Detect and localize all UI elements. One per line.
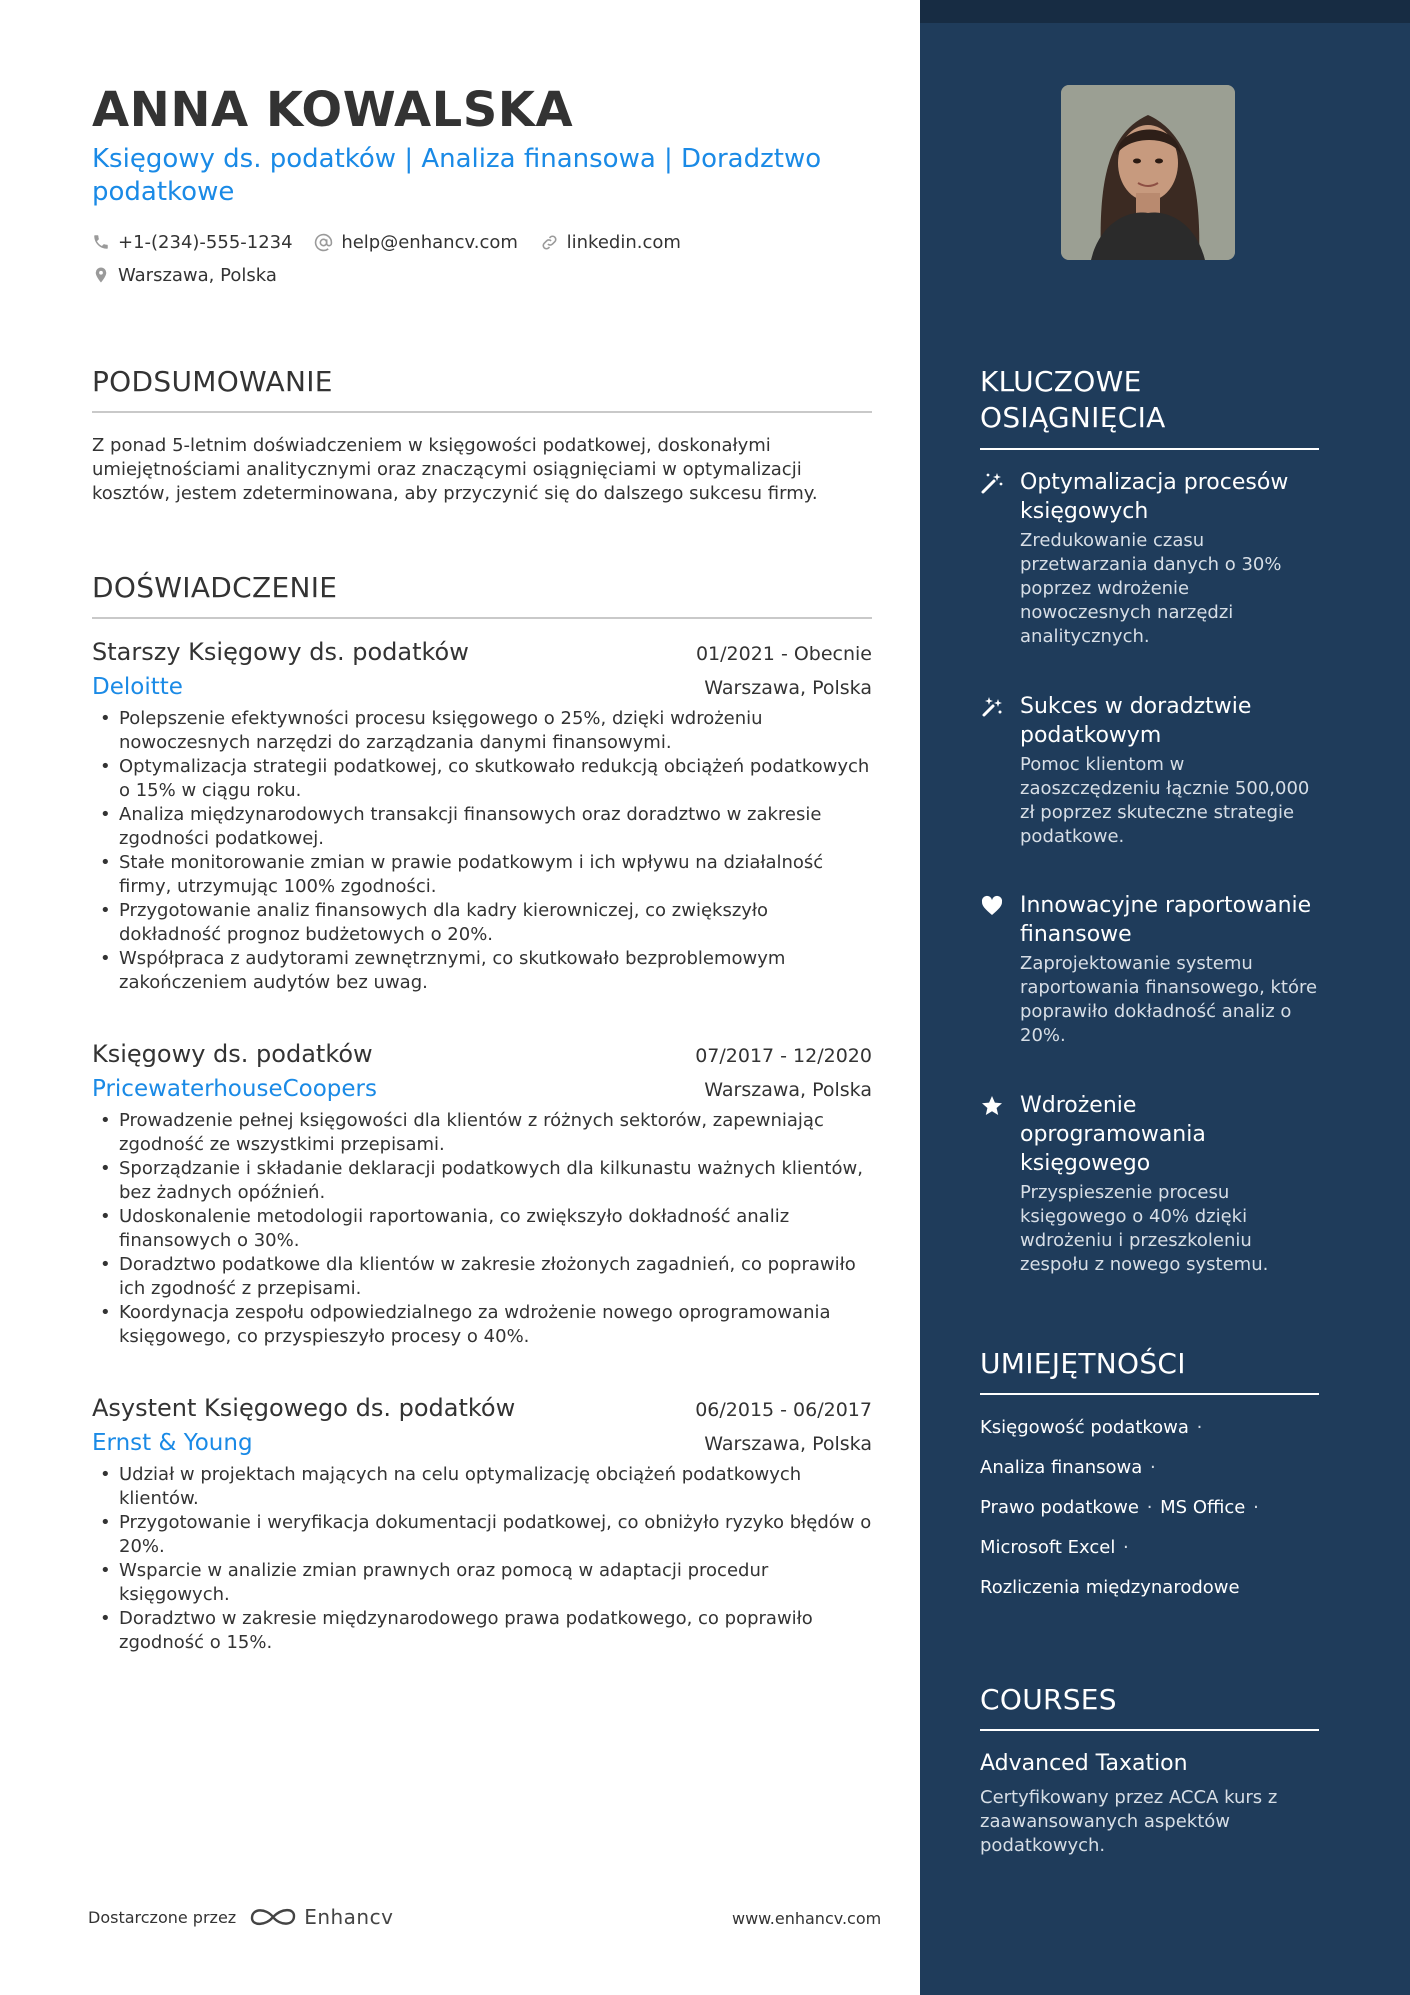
at-sign-icon: [314, 233, 333, 252]
contact-linkedin[interactable]: [540, 229, 681, 255]
job-dates: 06/2015 - 06/2017: [695, 1399, 872, 1421]
course-desc: Certyfikowany przez ACCA kurs z zaawansowanych aspektów podatkowych.: [980, 1787, 1278, 1856]
job-bullet: • Wsparcie w analizie zmian prawnych oraz pomocą w adaptacji procedur księgowych.: [92, 1559, 872, 1607]
heart-icon: [980, 894, 1004, 918]
skill-item: Microsoft Excel: [980, 1537, 1116, 1558]
skill-item: Prawo podatkowe: [980, 1497, 1139, 1518]
summary-heading: PODSUMOWANIE: [92, 365, 333, 398]
contact-location: [92, 262, 277, 288]
job-bullet: • Analiza międzynarodowych transakcji finansowych oraz doradztwo w zakresie zgodności podatkowej.: [92, 803, 872, 851]
job-dates: 07/2017 - 12/2020: [695, 1045, 872, 1067]
job-bullet: • Udoskonalenie metodologii raportowania, co zwiększyło dokładność analiz finansowych o 30%.: [92, 1205, 872, 1253]
achievements-heading: KLUCZOWE OSIĄGNIĘCIA: [980, 365, 1166, 434]
job-bullet: • Udział w projektach mających na celu optymalizację obciążeń podatkowych klientów.: [92, 1463, 872, 1511]
company-name[interactable]: Ernst & Young: [92, 1430, 253, 1456]
star-icon: [980, 1094, 1004, 1118]
achievement-item: [980, 1091, 1320, 1277]
footer-credit: [88, 1904, 393, 1930]
job-location: Warszawa, Polska: [704, 1433, 872, 1455]
job-dates: 01/2021 - Obecnie: [695, 643, 872, 665]
profile-photo: [1061, 85, 1235, 260]
job-bullet: • Polepszenie efektywności procesu księgowego o 25%, dzięki wdrożeniu nowoczesnych narzędzi do zarządzania danymi finansowymi.: [92, 707, 872, 755]
achievement-item: [980, 891, 1320, 1048]
job-bullet: • Koordynacja zespołu odpowiedzialnego za wdrożenie nowego oprogramowania księgowego, co przyspieszyło procesy o 40%.: [92, 1301, 872, 1349]
location-pin-icon: [92, 265, 110, 285]
skills-divider: [980, 1393, 1319, 1395]
job-bullet: • Współpraca z audytorami zewnętrznymi, co skutkowało bezproblemowym zakończeniem audytów bez uwag.: [92, 947, 872, 995]
candidate-title: Księgowy ds. podatków | Analiza finansowa | Doradztwo podatkowe: [92, 144, 822, 207]
job-entry: [92, 638, 872, 995]
candidate-name: ANNA KOWALSKA: [92, 82, 574, 138]
achievement-title: Wdrożenie oprogramowania księgowego: [1020, 1093, 1206, 1176]
job-bullets: [92, 1463, 872, 1655]
sparkle-wand-icon: [980, 695, 1004, 719]
summary-divider: [92, 411, 872, 413]
job-entry: [92, 1394, 872, 1655]
job-bullet: • Optymalizacja strategii podatkowej, co skutkowało redukcją obciążeń podatkowych o 15% w ciągu roku.: [92, 755, 872, 803]
skill-item: Rozliczenia międzynarodowe: [980, 1577, 1240, 1598]
job-bullet: • Sporządzanie i składanie deklaracji podatkowych dla kilkunastu ważnych klientów, bez żadnych opóźnień.: [92, 1157, 872, 1205]
job-title: Księgowy ds. podatków: [92, 1040, 373, 1068]
job-bullets: [92, 707, 872, 995]
phone-icon: [92, 233, 110, 251]
phone-text: +1-(234)-555-1234: [118, 231, 293, 253]
location-text: Warszawa, Polska: [118, 264, 277, 286]
job-title: Asystent Księgowego ds. podatków: [92, 1394, 516, 1422]
skills-list: Księgowość podatkowa · Analiza finansowa · Prawo podatkowe · MS Office · Microsoft Excel · Rozliczenia międzynarodowe: [980, 1417, 1259, 1598]
contact-email[interactable]: [314, 229, 518, 255]
magic-wand-icon: [980, 471, 1004, 495]
achievement-desc: Zaprojektowanie systemu raportowania finansowego, które poprawiło dokładność analiz o 20%.: [1020, 953, 1318, 1046]
achievement-desc: Pomoc klientom w zaoszczędzeniu łącznie 500,000 zł poprzez skuteczne strategie podatkowe.: [1020, 754, 1310, 847]
job-location: Warszawa, Polska: [704, 1079, 872, 1101]
contact-info: [92, 229, 892, 288]
contact-phone[interactable]: [92, 229, 293, 255]
achievement-title: Sukces w doradztwie podatkowym: [1020, 694, 1252, 748]
job-bullet: • Doradztwo podatkowe dla klientów w zakresie złożonych zagadnień, co poprawiło ich zgodność z przepisami.: [92, 1253, 872, 1301]
job-bullet: • Przygotowanie i weryfikacja dokumentacji podatkowej, co obniżyło ryzyko błędów o 20%.: [92, 1511, 872, 1559]
job-bullet: • Stałe monitorowanie zmian w prawie podatkowym i ich wpływu na działalność firmy, utrzymując 100% zgodności.: [92, 851, 872, 899]
skill-item: Księgowość podatkowa: [980, 1417, 1189, 1438]
job-bullet: • Doradztwo w zakresie międzynarodowego prawa podatkowego, co poprawiło zgodność o 15%.: [92, 1607, 872, 1655]
link-icon: [540, 233, 559, 252]
linkedin-text: linkedin.com: [566, 231, 681, 253]
course-title: Advanced Taxation: [980, 1751, 1188, 1776]
company-name[interactable]: PricewaterhouseCoopers: [92, 1076, 377, 1102]
achievement-desc: Przyspieszenie procesu księgowego o 40% dzięki wdrożeniu i przeszkoleniu zespołu z nowego systemu.: [1020, 1182, 1269, 1275]
job-entry: [92, 1040, 872, 1349]
achievement-title: Optymalizacja procesów księgowych: [1020, 470, 1289, 524]
courses-heading: COURSES: [980, 1683, 1117, 1716]
achievement-item: [980, 692, 1320, 849]
skills-heading: UMIEJĘTNOŚCI: [980, 1347, 1186, 1380]
powered-by-label: Dostarczone przez: [88, 1907, 237, 1927]
experience-divider: [92, 617, 872, 619]
summary-text: Z ponad 5-letnim doświadczeniem w księgowości podatkowej, doskonałymi umiejętnościami analitycznymi oraz znaczącymi osiągnięciami w optymalizacji kosztów, jestem zdeterminowana, aby przyczynić się do dalszego sukcesu firmy.: [92, 435, 818, 504]
enhancv-brand[interactable]: Enhancv: [304, 1905, 394, 1929]
achievement-title: Innowacyjne raportowanie finansowe: [1020, 893, 1312, 947]
achievement-desc: Zredukowanie czasu przetwarzania danych o 30% poprzez wdrożenie nowoczesnych narzędzi analitycznych.: [1020, 530, 1282, 647]
achievements-divider: [980, 448, 1319, 450]
experience-heading: DOŚWIADCZENIE: [92, 571, 338, 604]
email-text: help@enhancv.com: [341, 231, 518, 253]
footer-url[interactable]: www.enhancv.com: [732, 1909, 882, 1928]
skill-item: Analiza finansowa: [980, 1457, 1143, 1478]
job-title: Starszy Księgowy ds. podatków: [92, 638, 469, 666]
courses-divider: [980, 1729, 1319, 1731]
job-bullet: • Przygotowanie analiz finansowych dla kadry kierowniczej, co zwiększyło dokładność prognoz budżetowych o 20%.: [92, 899, 872, 947]
job-bullet: • Prowadzenie pełnej księgowości dla klientów z różnych sektorów, zapewniając zgodność ze wszystkimi przepisami.: [92, 1109, 872, 1157]
job-location: Warszawa, Polska: [704, 677, 872, 699]
enhancv-logo-icon: [248, 1904, 298, 1930]
sidebar-top-bar: [920, 0, 1410, 23]
company-name[interactable]: Deloitte: [92, 674, 183, 700]
job-bullets: [92, 1109, 872, 1349]
achievement-item: [980, 468, 1320, 649]
skill-item: MS Office: [1160, 1497, 1246, 1518]
